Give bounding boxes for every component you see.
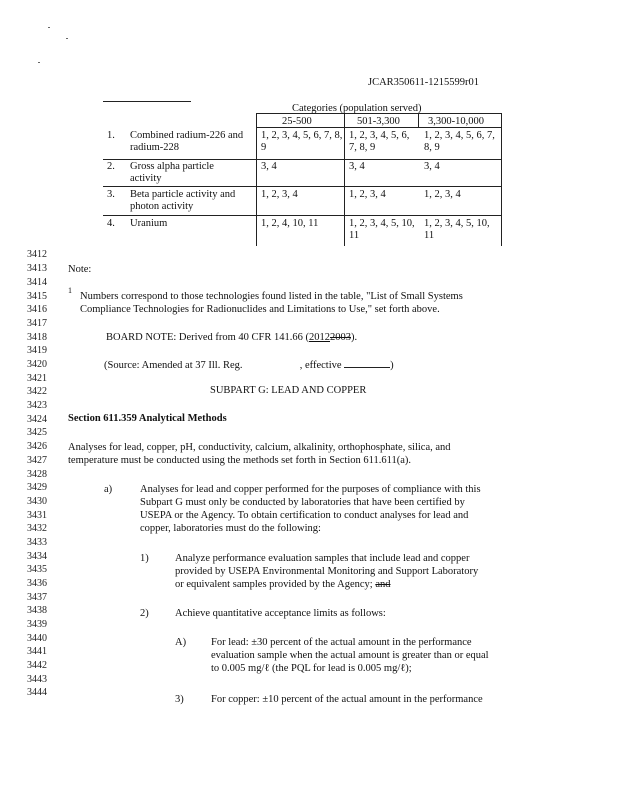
board-note-prefix: BOARD NOTE: Derived from 40 CFR 141.66 ( [106, 332, 309, 343]
line-number: 3418 [27, 332, 47, 343]
intro-line: Analyses for lead, copper, pH, conductivity, calcium, alkalinity, orthophosphate, silica, and [68, 442, 451, 453]
line-number: 3439 [27, 619, 47, 630]
para-3-text: For copper: ±10 percent of the actual amount in the performance [211, 694, 483, 705]
scan-speck [38, 62, 40, 63]
source-close: ) [390, 360, 394, 371]
table-row [104, 189, 504, 215]
document-id: JCAR350611-1215599r01 [368, 77, 480, 88]
intro-line: temperature must be conducted using the methods set forth in Section 611.611(a). [68, 455, 412, 466]
line-number: 3435 [27, 564, 47, 575]
para-A-label: A) [175, 637, 187, 648]
line-number: 3432 [27, 523, 47, 534]
para-1-line: Analyze performance evaluation samples that include lead and copper [175, 553, 470, 564]
row-contaminant: Combined radium-226 and radium-228 [130, 130, 244, 153]
row-value: 1, 2, 3, 4, 5, 10, 11 [349, 218, 415, 241]
row-number: 2. [107, 161, 115, 172]
line-number: 3443 [27, 674, 47, 685]
line-number: 3419 [27, 345, 47, 356]
scan-speck [66, 38, 68, 39]
row-value: 1, 2, 3, 4 [261, 189, 298, 200]
para-a-line: Subpart G must only be conducted by laboratories that have been certified by [140, 497, 465, 508]
row-value: 3, 4 [349, 161, 365, 172]
line-number: 3433 [27, 537, 47, 548]
para-a-label: a) [104, 484, 113, 495]
para-A-line: to 0.005 mg/ℓ (the PQL for lead is 0.005 mg/ℓ); [211, 663, 412, 674]
line-number: 3413 [27, 263, 47, 274]
line-number: 3429 [27, 482, 47, 493]
source-prefix: (Source: Amended at 37 Ill. Reg. [104, 360, 243, 371]
line-number: 3431 [27, 510, 47, 521]
table-row [104, 218, 504, 246]
source-note [104, 358, 394, 372]
board-note-suffix: ). [351, 332, 358, 343]
para-a-line: copper, laboratories must do the following: [140, 523, 321, 534]
line-number: 3415 [27, 291, 47, 302]
table-group-header: Categories (population served) [292, 103, 422, 114]
para-2-text: Achieve quantitative acceptance limits as follows: [175, 608, 386, 619]
line-number: 3427 [27, 455, 47, 466]
line-number: 3422 [27, 386, 47, 397]
para-1-last: or equivalent samples provided by the Agency; [175, 579, 373, 590]
row-value: 1, 2, 3, 4, 5, 6, 7, 8, 9 [349, 130, 410, 153]
line-number: 3434 [27, 551, 47, 562]
line-number: 3425 [27, 427, 47, 438]
column-header: 3,300-10,000 [428, 116, 484, 127]
row-contaminant: Gross alpha particle activity [130, 161, 214, 184]
line-number: 3436 [27, 578, 47, 589]
row-value: 1, 2, 3, 4, 5, 6, 7, 8, 9 [424, 130, 495, 153]
line-number: 3424 [27, 414, 47, 425]
table-row [104, 161, 504, 187]
line-number: 3437 [27, 592, 47, 603]
row-value: 1, 2, 3, 4 [424, 189, 461, 200]
row-number: 3. [107, 189, 115, 200]
table-row [104, 130, 504, 158]
footnote-line: Compliance Technologies for Radionuclides and Limitations to Use," set forth above. [80, 304, 440, 315]
footnote-line: Numbers correspond to those technologies found listed in the table, "List of Small Systems [80, 291, 463, 302]
note-label: Note: [68, 264, 92, 275]
board-note-year-new: 2012 [309, 332, 330, 343]
row-value: 1, 2, 4, 10, 11 [261, 218, 319, 229]
subpart-heading: SUBPART G: LEAD AND COPPER [210, 385, 367, 396]
line-number: 3440 [27, 633, 47, 644]
table-rule [103, 101, 191, 102]
column-header: 501-3,300 [357, 116, 400, 127]
line-number: 3417 [27, 318, 47, 329]
row-contaminant: Uranium [130, 218, 168, 229]
line-number: 3441 [27, 646, 47, 657]
line-number: 3442 [27, 660, 47, 671]
column-header: 25-500 [282, 116, 312, 127]
row-value: 1, 2, 3, 4 [349, 189, 386, 200]
line-number: 3414 [27, 277, 47, 288]
para-a-line: Analyses for lead and copper performed for the purposes of compliance with this [140, 484, 481, 495]
table-rule [418, 113, 419, 127]
row-value: 1, 2, 3, 4, 5, 10, 11 [424, 218, 490, 241]
line-number: 3426 [27, 441, 47, 452]
line-number: 3421 [27, 373, 47, 384]
row-value: 3, 4 [261, 161, 277, 172]
para-3-label: 3) [175, 694, 184, 705]
footnote-mark: 1 [68, 286, 72, 295]
board-note-year-old: 2003 [330, 332, 351, 343]
para-A-line: For lead: ±30 percent of the actual amount in the performance [211, 637, 472, 648]
line-number: 3430 [27, 496, 47, 507]
section-heading: Section 611.359 Analytical Methods [68, 413, 227, 424]
para-a-line: USEPA or the Agency. To obtain certification to conduct analyses for lead and [140, 510, 469, 521]
board-note [106, 332, 357, 344]
line-number: 3444 [27, 687, 47, 698]
line-number: 3420 [27, 359, 47, 370]
row-number: 1. [107, 130, 115, 141]
scan-speck [48, 27, 50, 28]
para-1-struck: and [375, 579, 391, 590]
row-value: 3, 4 [424, 161, 440, 172]
para-1-line [175, 579, 391, 591]
line-number: 3428 [27, 469, 47, 480]
para-1-label: 1) [140, 553, 149, 564]
table-rule [103, 159, 502, 160]
para-A-line: evaluation sample when the actual amount is greater than or equal [211, 650, 489, 661]
line-number: 3423 [27, 400, 47, 411]
row-number: 4. [107, 218, 115, 229]
table-rule [103, 215, 502, 216]
source-effective: , effective [299, 360, 342, 371]
para-2-label: 2) [140, 608, 149, 619]
row-contaminant: Beta particle activity and photon activity [130, 189, 236, 212]
line-number: 3416 [27, 304, 47, 315]
line-number: 3438 [27, 605, 47, 616]
para-1-line: provided by USEPA Environmental Monitoring and Support Laboratory [175, 566, 479, 577]
line-number: 3412 [27, 249, 47, 260]
row-value: 1, 2, 3, 4, 5, 6, 7, 8, 9 [261, 130, 343, 153]
